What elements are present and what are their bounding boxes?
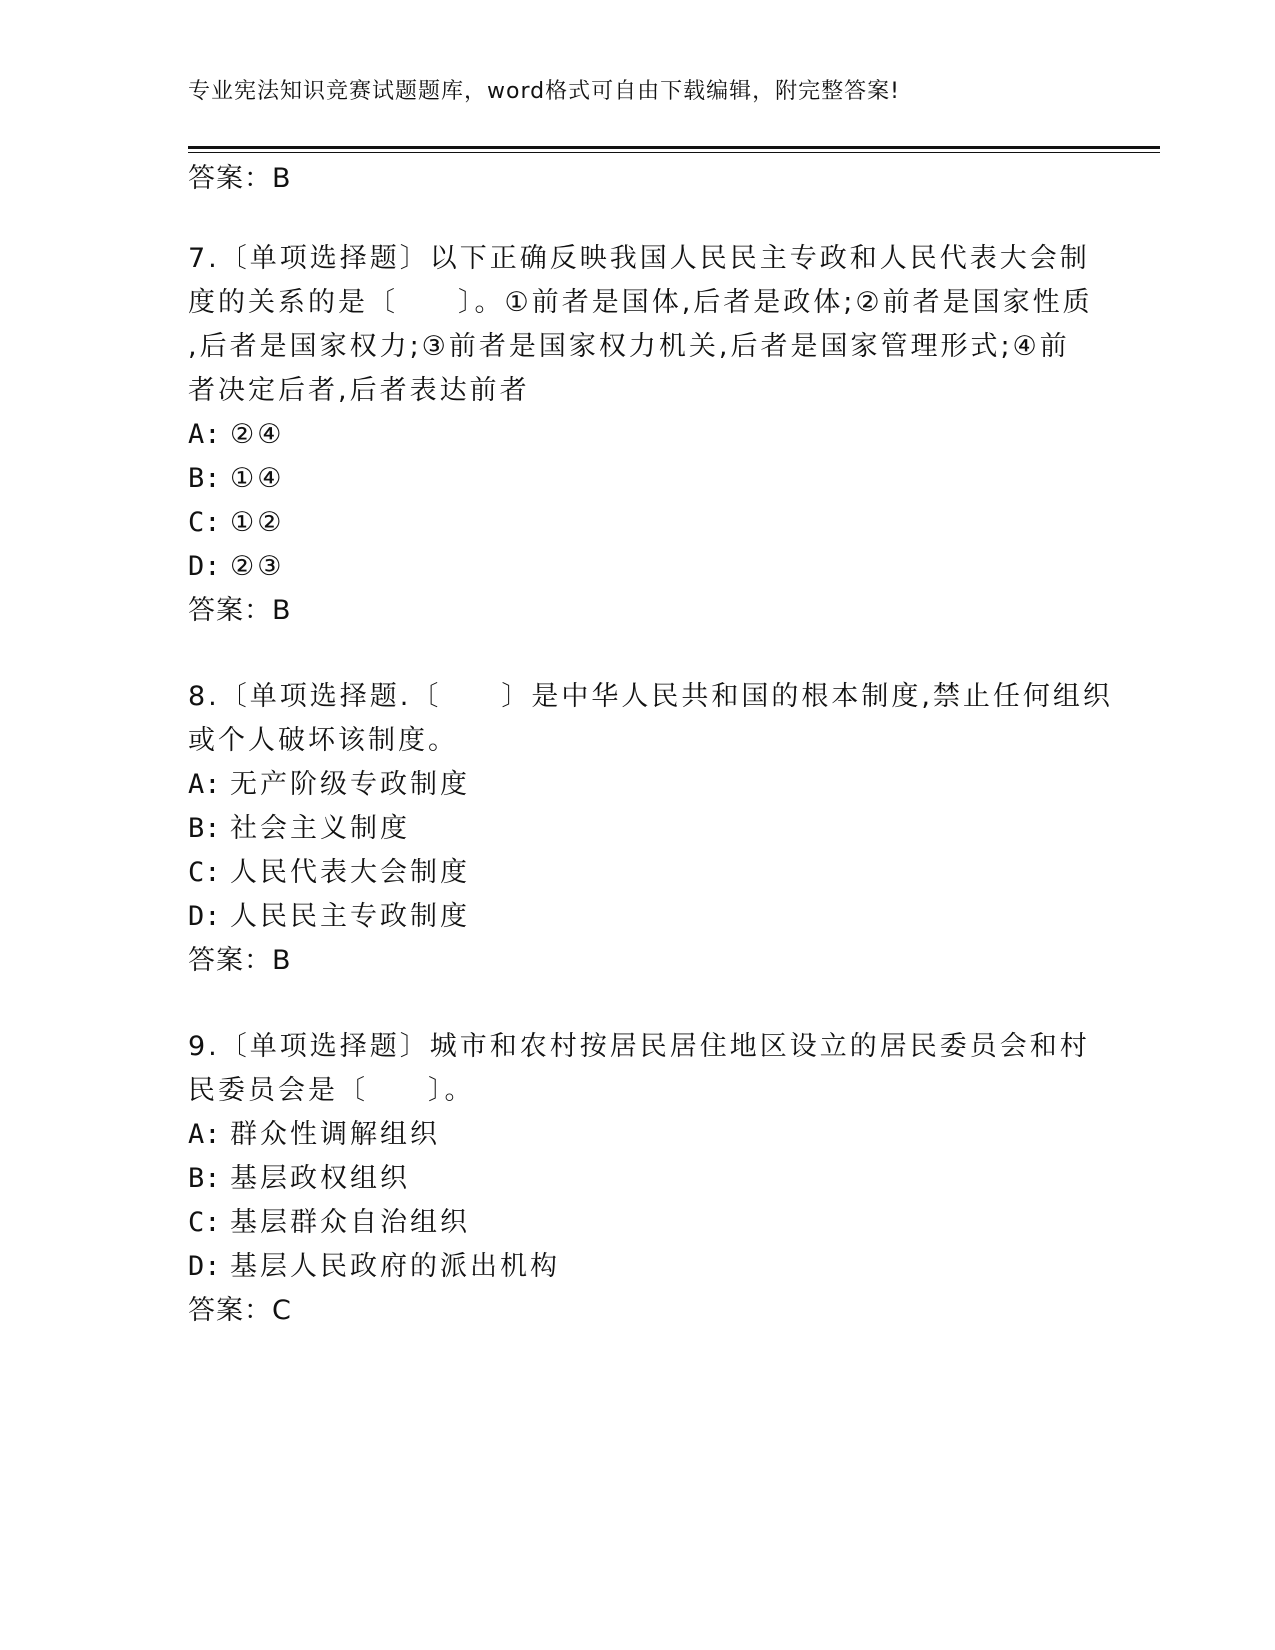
option-text: 人民民主专政制度 (230, 901, 470, 932)
question-8-option-d (188, 900, 470, 934)
question-9-line-1: 9.〔单项选择题〕城市和农村按居民居住地区设立的居民委员会和村 (188, 1031, 1090, 1062)
option-letter: A: (188, 419, 221, 450)
question-7-line-1: 7.〔单项选择题〕以下正确反映我国人民民主专政和人民代表大会制 (188, 243, 1090, 274)
option-text: 基层政权组织 (230, 1163, 410, 1194)
option-text: 基层群众自治组织 (230, 1207, 470, 1238)
page-header: 专业宪法知识竞赛试题题库，word格式可自由下载编辑，附完整答案! (188, 79, 900, 104)
option-letter: A: (188, 769, 221, 800)
question-7-option-a (188, 418, 284, 452)
header-rule-thin (188, 152, 1160, 153)
question-8-option-a (188, 768, 470, 802)
question-9-answer: 答案：C (188, 1295, 292, 1326)
option-letter: D: (188, 1251, 221, 1282)
option-letter: A: (188, 1119, 221, 1150)
header-rule-thick (188, 146, 1160, 149)
option-letter: B: (188, 813, 221, 844)
question-7-line-2: 度的关系的是〔 〕。①前者是国体,后者是政体;②前者是国家性质 (188, 287, 1093, 318)
question-8-line-2: 或个人破坏该制度。 (188, 725, 458, 756)
question-9-option-c (188, 1206, 470, 1240)
option-letter: B: (188, 463, 221, 494)
option-letter: C: (188, 1207, 221, 1238)
question-9-option-b (188, 1162, 410, 1196)
question-8-option-c (188, 856, 470, 890)
option-letter: C: (188, 507, 221, 538)
question-9-option-d (188, 1250, 560, 1284)
question-7-option-d (188, 550, 284, 584)
option-text: ①② (230, 507, 285, 538)
option-text: 群众性调解组织 (230, 1119, 440, 1150)
option-text: ②③ (230, 551, 285, 582)
option-text: 基层人民政府的派出机构 (230, 1251, 560, 1282)
option-text: 无产阶级专政制度 (230, 769, 470, 800)
option-letter: C: (188, 857, 221, 888)
question-7-answer: 答案：B (188, 595, 292, 626)
option-text: 人民代表大会制度 (230, 857, 470, 888)
option-letter: D: (188, 551, 221, 582)
option-text: 社会主义制度 (230, 813, 410, 844)
option-letter: D: (188, 901, 221, 932)
question-8-line-1: 8.〔单项选择题.〔 〕是中华人民共和国的根本制度,禁止任何组织 (188, 681, 1113, 712)
question-9-line-2: 民委员会是〔 〕。 (188, 1075, 475, 1106)
question-9-option-a (188, 1118, 440, 1152)
option-letter: B: (188, 1163, 221, 1194)
question-7-option-c (188, 506, 284, 540)
question-8-answer: 答案：B (188, 945, 292, 976)
question-7-line-4: 者决定后者,后者表达前者 (188, 375, 530, 406)
question-8-option-b (188, 812, 410, 846)
option-text: ①④ (230, 463, 285, 494)
question-7-line-3: ,后者是国家权力;③前者是国家权力机关,后者是国家管理形式;④前 (188, 331, 1070, 362)
option-text: ②④ (230, 419, 285, 450)
answer-line: 答案：B (188, 163, 292, 194)
question-7-option-b (188, 462, 284, 496)
